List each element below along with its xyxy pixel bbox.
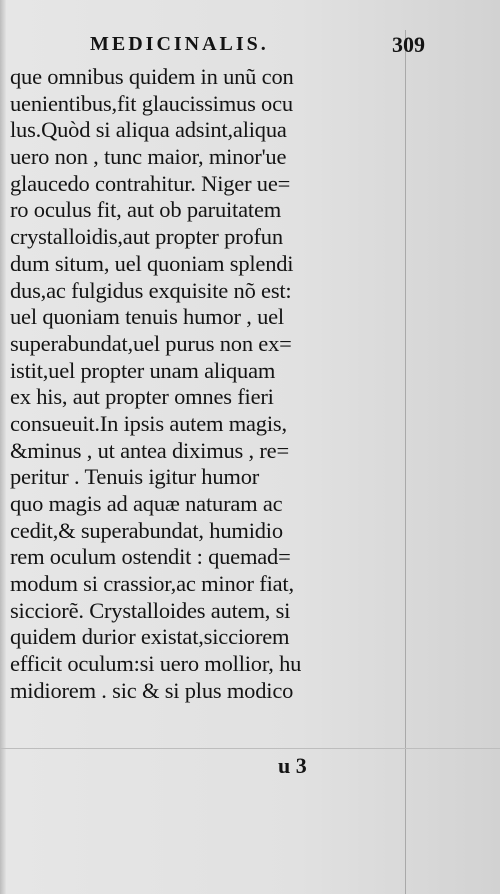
text-line: que omnibus quidem in unũ con: [10, 64, 294, 89]
text-line: uero non , tunc maior, minor'ue: [10, 144, 287, 170]
text-line: lus.Quòd si aliqua adsint,aliqua: [10, 117, 287, 143]
text-line: dum situm, uel quoniam splendi: [10, 250, 294, 276]
text-line: modum si crassior,ac minor fiat,: [10, 571, 294, 597]
text-line: rem oculum ostendit : quemad=: [10, 544, 291, 570]
running-title: MEDICINALIS.: [90, 33, 269, 55]
text-line: quo magis ad aquæ naturam ac: [10, 491, 283, 516]
text-line: uel quoniam tenuis humor , uel: [10, 304, 284, 330]
text-line: superabundat,uel purus non ex=: [10, 330, 292, 356]
text-line: dus,ac fulgidus exquisite nõ est:: [10, 277, 292, 303]
text-line: istit,uel propter unam aliquam: [10, 357, 276, 383]
text-line: sicciorẽ. Crystalloides autem, si: [10, 597, 291, 623]
text-line: midiorem . sic & si plus modico: [10, 677, 294, 703]
page-gutter-shadow: [0, 0, 6, 894]
text-line: uenientibus,fit glaucissimus ocu: [10, 90, 293, 116]
horizontal-rule: [0, 748, 500, 749]
page-number: 309: [392, 32, 425, 57]
signature-mark: u 3: [278, 753, 307, 778]
text-line: ex his, aut propter omnes fieri: [10, 384, 274, 410]
vertical-rule: [405, 30, 406, 894]
text-line: glaucedo contrahitur. Niger ue=: [10, 170, 291, 196]
text-line: ro oculus fit, aut ob paruitatem: [10, 197, 282, 223]
text-line: peritur . Tenuis igitur humor: [10, 464, 260, 490]
text-line: efficit oculum:si uero mollior, hu: [10, 651, 302, 677]
text-line: &minus , ut antea diximus , re=: [10, 437, 289, 463]
page-header: [0, 30, 450, 64]
text-line: consueuit.In ipsis autem magis,: [10, 410, 287, 436]
body-text: [10, 64, 396, 705]
text-line: quidem durior existat,sicciorem: [10, 624, 290, 650]
text-line: cedit,& superabundat, humidio: [10, 517, 283, 543]
text-line: crystalloidis,aut propter profun: [10, 224, 283, 250]
